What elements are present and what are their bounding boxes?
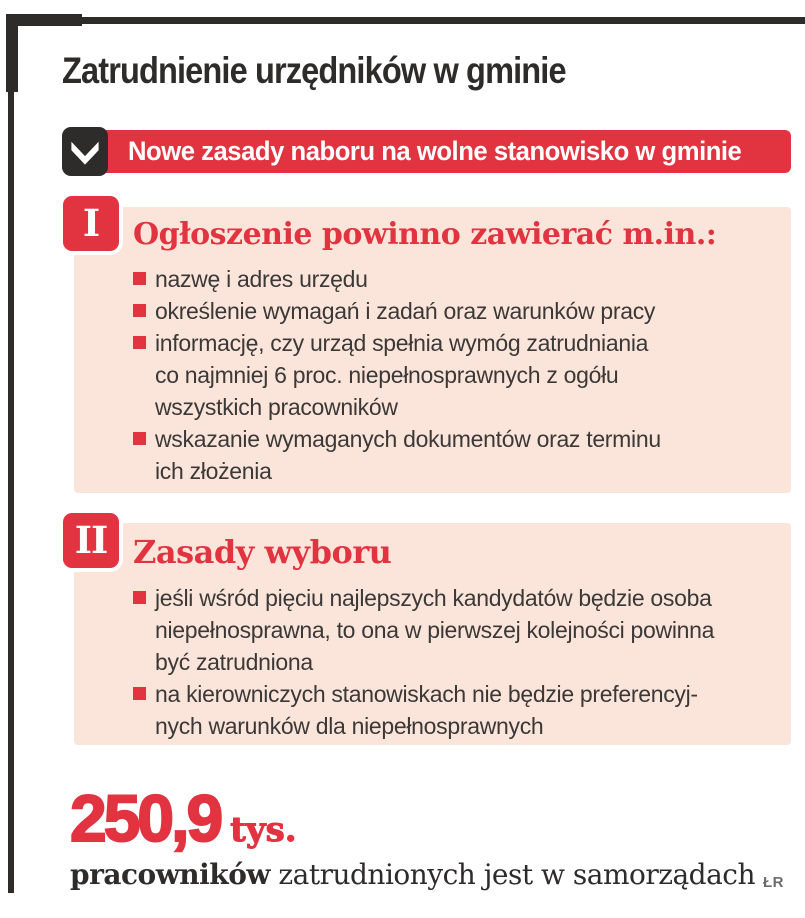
list-item (133, 678, 773, 742)
section-selection-rules (74, 518, 791, 745)
bullet-line: jeśli wśród pięciu najlepszych kandydatów będzie osoba (155, 585, 712, 611)
section-2-bullet-list (133, 582, 773, 742)
section-2-heading: Zasady wyboru (133, 533, 392, 571)
bullet-line: co najmniej 6 proc. niepełnosprawnych z ogółu (155, 362, 619, 388)
statistic-description-bold: pracowników (70, 858, 270, 891)
bullet-line: na kierowniczych stanowiskach nie będzie preferencyj- (155, 681, 698, 707)
list-item (133, 582, 773, 678)
bullet-square-icon (133, 336, 146, 349)
bullet-line: nych warunków dla niepełnosprawnych (155, 713, 544, 739)
bullet-square-icon (133, 432, 146, 445)
section-2-numeral-badge (59, 509, 123, 572)
bullet-line: ich złożenia (155, 458, 272, 484)
statistic-value: 250,9 (70, 781, 221, 855)
section-2-numeral: II (74, 518, 108, 562)
bullet-line: określenie wymagań i zadań oraz warunków pracy (155, 298, 656, 324)
list-item (133, 263, 773, 295)
bullet-square-icon (133, 304, 146, 317)
section-1-heading: Ogłoszenie powinno zawierać m.in.: (133, 217, 717, 252)
topic-banner (62, 130, 791, 173)
statistic-description (70, 858, 755, 891)
section-1-numeral-badge (59, 192, 123, 255)
list-item (133, 327, 773, 423)
list-item (133, 423, 773, 487)
statistic-unit: tys. (230, 810, 297, 850)
statistic (70, 780, 297, 856)
bullet-line: informację, czy urząd spełnia wymóg zatrudniania (155, 330, 649, 356)
bullet-line: wskazanie wymaganych dokumentów oraz terminu (155, 426, 661, 452)
topic-banner-label: Nowe zasady naboru na wolne stanowisko w gminie (128, 136, 742, 166)
bullet-line: niepełnosprawna, to ona w pierwszej kolejności powinna (155, 617, 715, 643)
statistic-description-rest: zatrudnionych jest w samorządach (269, 858, 756, 891)
bullet-square-icon (133, 687, 146, 700)
list-item (133, 295, 773, 327)
bullet-line: wszystkich pracowników (155, 394, 398, 420)
bullet-square-icon (133, 272, 146, 285)
page-title: Zatrudnienie urzędników w gminie (62, 50, 566, 91)
section-announcement (74, 201, 791, 493)
section-1-bullet-list (133, 263, 773, 487)
top-frame-line (6, 17, 805, 24)
chevron-down-icon (62, 127, 108, 176)
bullet-line: być zatrudniona (155, 649, 313, 675)
left-frame-corner (6, 14, 18, 92)
author-credit: ŁR (763, 874, 784, 891)
left-frame-line (8, 90, 14, 893)
bullet-line: nazwę i adres urzędu (155, 266, 368, 292)
section-1-numeral: I (82, 201, 100, 245)
bullet-square-icon (133, 591, 146, 604)
